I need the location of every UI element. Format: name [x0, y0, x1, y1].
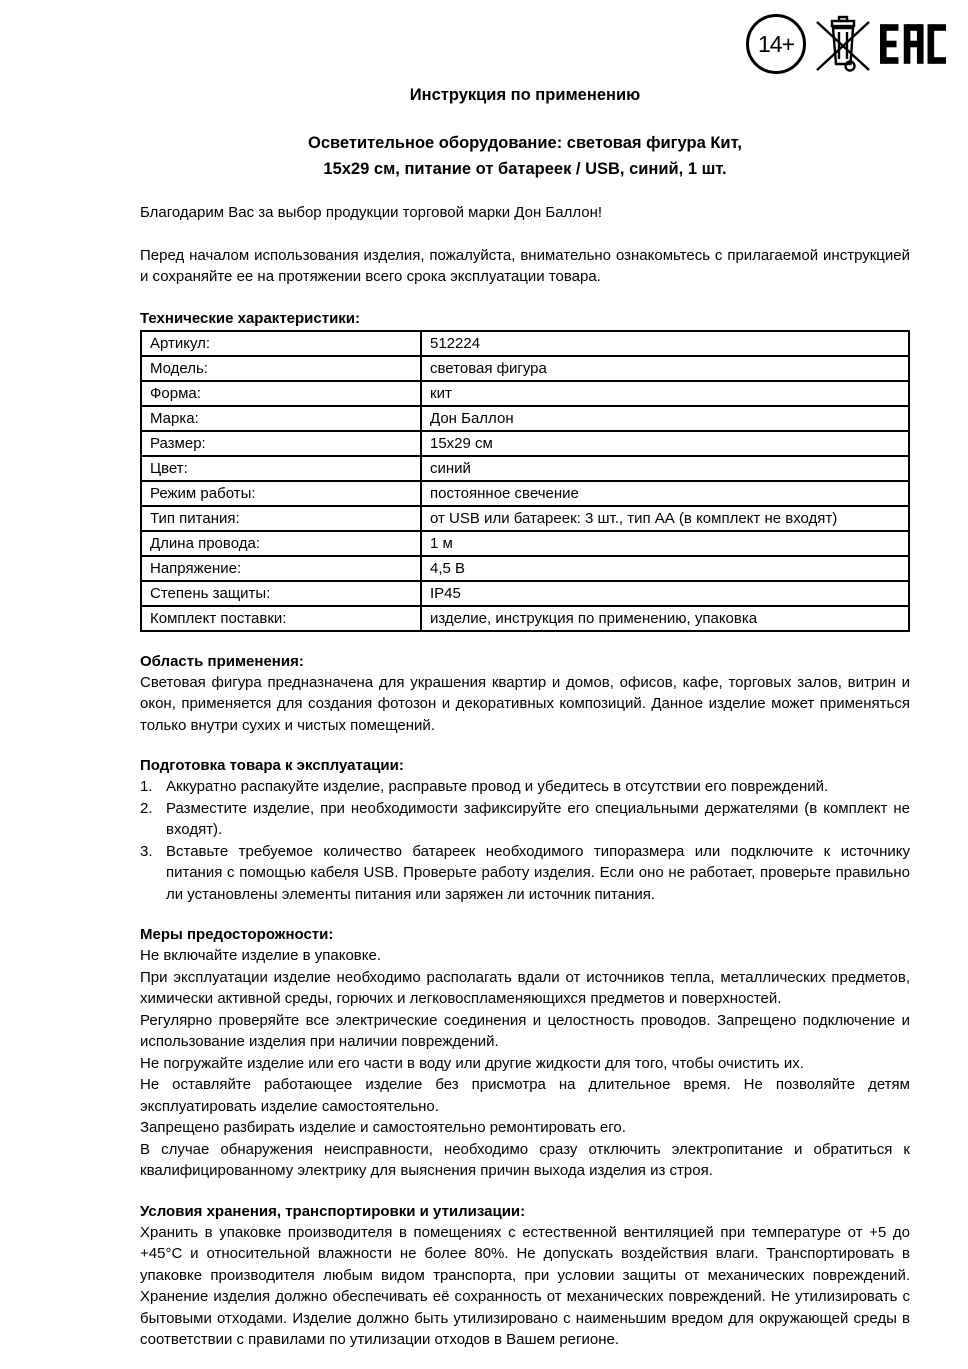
spec-label: Размер:: [141, 431, 421, 456]
spec-label: Длина провода:: [141, 531, 421, 556]
spec-label: Степень защиты:: [141, 581, 421, 606]
list-item-text: Вставьте требуемое количество батареек необходимого типоразмера или подключите к источнику питания с помощью кабеля USB. Проверьте работу изделия. Если оно не работает, проверьте правильно ли установлены элементы питания или заряжен ли источник питания.: [166, 842, 910, 903]
spec-label: Цвет:: [141, 456, 421, 481]
weee-crossed-out-bin-icon: [815, 14, 871, 74]
spec-value: синий: [421, 456, 909, 481]
spec-label: Форма:: [141, 381, 421, 406]
storage-paragraph: Хранить в упаковке производителя в помещениях с естественной вентиляцией при температуре от +5 до +45°С и относительной влажности не более 80%. Не допускать воздействия влаги. Транспортировать в упаковке производителя любым видом транспорта, при условии защиты от механических повреждений. Хранение изделия должно обеспечивать её сохранность от механических повреждений. Не утилизировать с бытовыми отходами. Изделие должно быть утилизировано с наименьшим вредом для окружающей среды в соответствии с правилами по утилизации отходов в Вашем регионе.: [140, 1223, 910, 1348]
page-title: Инструкция по применению: [409, 86, 641, 104]
spec-value: от USB или батареек: 3 шт., тип АА (в комплект не входят): [421, 506, 909, 531]
table-row: [141, 556, 909, 581]
spec-label: Модель:: [141, 356, 421, 381]
spec-value: 15х29 см: [421, 431, 909, 456]
eac-mark-icon: [880, 15, 946, 73]
table-row: [141, 381, 909, 406]
table-row: [141, 406, 909, 431]
spec-value: 1 м: [421, 531, 909, 556]
spec-value: кит: [421, 381, 909, 406]
spec-label: Марка:: [141, 406, 421, 431]
table-row: [141, 581, 909, 606]
product-subtitle-line2: 15х29 см, питание от батареек / USB, синий, 1 шт.: [323, 160, 727, 178]
list-item-text: Аккуратно распакуйте изделие, расправьте провод и убедитесь в отсутствии его повреждений.: [166, 778, 829, 795]
table-row: [141, 506, 909, 531]
precaution-paragraph: В случае обнаружения неисправности, необходимо сразу отключить электропитание и обратиться к квалифицированному электрику для выяснения причин выхода изделия из строя.: [140, 1140, 910, 1179]
table-row: [141, 431, 909, 456]
precaution-paragraph: Не оставляйте работающее изделие без присмотра на длительное время. Не позволяйте детям эксплуатировать изделие самостоятельно.: [140, 1076, 910, 1115]
table-row: [141, 331, 909, 356]
spec-value: Дон Баллон: [421, 406, 909, 431]
spec-value: световая фигура: [421, 356, 909, 381]
spec-label: Артикул:: [141, 331, 421, 356]
precaution-paragraph: Не включайте изделие в упаковке.: [140, 947, 382, 964]
list-item: [140, 841, 910, 906]
table-row: [141, 606, 909, 631]
age-badge-label: 14+: [757, 30, 794, 57]
precaution-paragraph: Регулярно проверяйте все электрические соединения и целостность проводов. Запрещено подключение и использование изделия при наличии повреждений.: [140, 1011, 910, 1050]
spec-label: Напряжение:: [141, 556, 421, 581]
product-subtitle: [140, 130, 910, 182]
precautions-heading: Меры предосторожности:: [140, 926, 334, 943]
list-item: [140, 798, 910, 841]
product-subtitle-line1: Осветительное оборудование: световая фигура Кит,: [307, 134, 742, 152]
storage-heading: Условия хранения, транспортировки и утилизации:: [140, 1202, 526, 1220]
spec-value: 512224: [421, 331, 909, 356]
spec-label: Тип питания:: [141, 506, 421, 531]
precaution-paragraph: При эксплуатации изделие необходимо располагать вдали от источников тепла, металлических предметов, химически активной среды, горючих и легковоспламеняющихся предметов и поверхностей.: [140, 968, 910, 1007]
spec-value: изделие, инструкция по применению, упаковка: [421, 606, 909, 631]
application-paragraph: Световая фигура предназначена для украшения квартир и домов, офисов, кафе, торговых залов, витрин и окон, применяется для создания фотозон и декоративных композиций. Данное изделие может применяться только внутри сухих и чистых помещений.: [140, 673, 910, 734]
list-item-number: 3.: [140, 842, 153, 860]
age-14-badge-icon: [746, 14, 806, 74]
application-heading: Область применения:: [140, 652, 304, 670]
certification-badges: [746, 14, 946, 74]
table-row: [141, 481, 909, 506]
precaution-paragraph: Запрещено разбирать изделие и самостоятельно ремонтировать его.: [140, 1119, 626, 1136]
spec-value: 4,5 В: [421, 556, 909, 581]
spec-value: постоянное свечение: [421, 481, 909, 506]
table-row: [141, 456, 909, 481]
list-item-number: 2.: [140, 799, 153, 817]
table-row: [141, 356, 909, 381]
spec-label: Комплект поставки:: [141, 606, 421, 631]
notice-paragraph: Перед началом использования изделия, пожалуйста, внимательно ознакомьтесь с прилагаемой инструкцией и сохраняйте ее на протяжении всего срока эксплуатации товара.: [140, 246, 910, 285]
thanks-paragraph: Благодарим Вас за выбор продукции торговой марки Дон Баллон!: [140, 204, 603, 221]
list-item-number: 1.: [140, 778, 153, 795]
precaution-paragraph: Не погружайте изделие или его части в воду или другие жидкости для того, чтобы очистить их.: [140, 1054, 804, 1072]
specs-table: [140, 330, 910, 632]
spec-value: IP45: [421, 581, 909, 606]
table-row: [141, 531, 909, 556]
preparation-heading: Подготовка товара к эксплуатации:: [140, 757, 404, 774]
specs-heading: Технические характеристики:: [140, 309, 361, 327]
list-item: [140, 776, 910, 798]
list-item-text: Разместите изделие, при необходимости зафиксируйте его специальными держателями (в комплект не входят).: [166, 799, 910, 838]
spec-label: Режим работы:: [141, 481, 421, 506]
